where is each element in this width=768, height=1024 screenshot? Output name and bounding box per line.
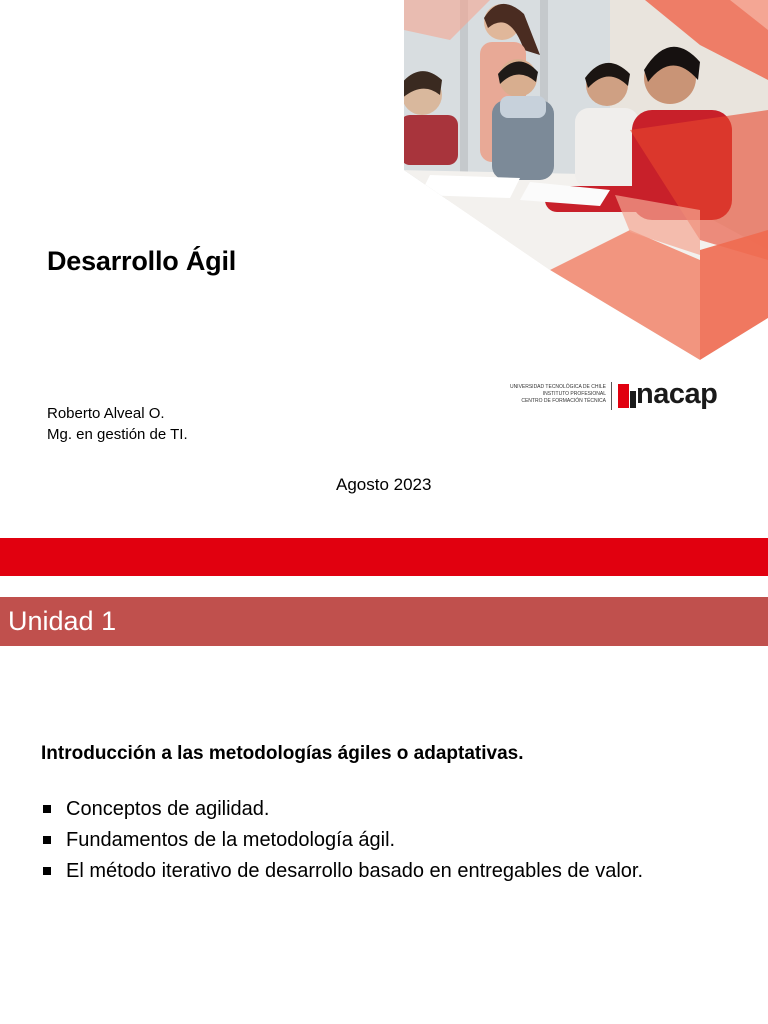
list-item (40, 856, 643, 887)
author-degree: Mg. en gestión de TI. (47, 426, 188, 443)
presentation-date: Agosto 2023 (336, 475, 432, 494)
square-bullet-icon (43, 836, 51, 844)
unit-title: Unidad 1 (8, 606, 117, 636)
logo-divider (611, 382, 612, 410)
logo-mark-icon (618, 384, 636, 408)
unit-slide (0, 576, 768, 1024)
square-bullet-icon (43, 805, 51, 813)
author-block (47, 403, 188, 445)
topic-list (40, 794, 643, 887)
list-item-text: Conceptos de agilidad. (66, 798, 270, 820)
logo-line: CENTRO DE FORMACIÓN TÉCNICA (521, 398, 606, 404)
list-item-text: Fundamentos de la metodología ágil. (66, 829, 396, 851)
author-name: Roberto Alveal O. (47, 405, 165, 422)
logo-wordmark: nacap (636, 378, 718, 410)
brand-red-bar (0, 538, 768, 576)
inacap-logo (496, 380, 746, 420)
list-item-text: El método iterativo de desarrollo basado en entregables de valor. (66, 860, 644, 882)
students-photo-hexagon (400, 0, 768, 360)
presentation-title: Desarrollo Ágil (47, 246, 237, 276)
logo-institution-lines (496, 384, 606, 405)
list-item (40, 825, 643, 856)
unit-title-band (0, 597, 768, 646)
square-bullet-icon (43, 867, 51, 875)
list-item (40, 794, 643, 825)
logo-line: UNIVERSIDAD TECNOLÓGICA DE CHILE (509, 384, 606, 390)
logo-line: INSTITUTO PROFESIONAL (542, 391, 606, 397)
unit-heading: Introducción a las metodologías ágiles o adaptativas. (41, 743, 524, 764)
